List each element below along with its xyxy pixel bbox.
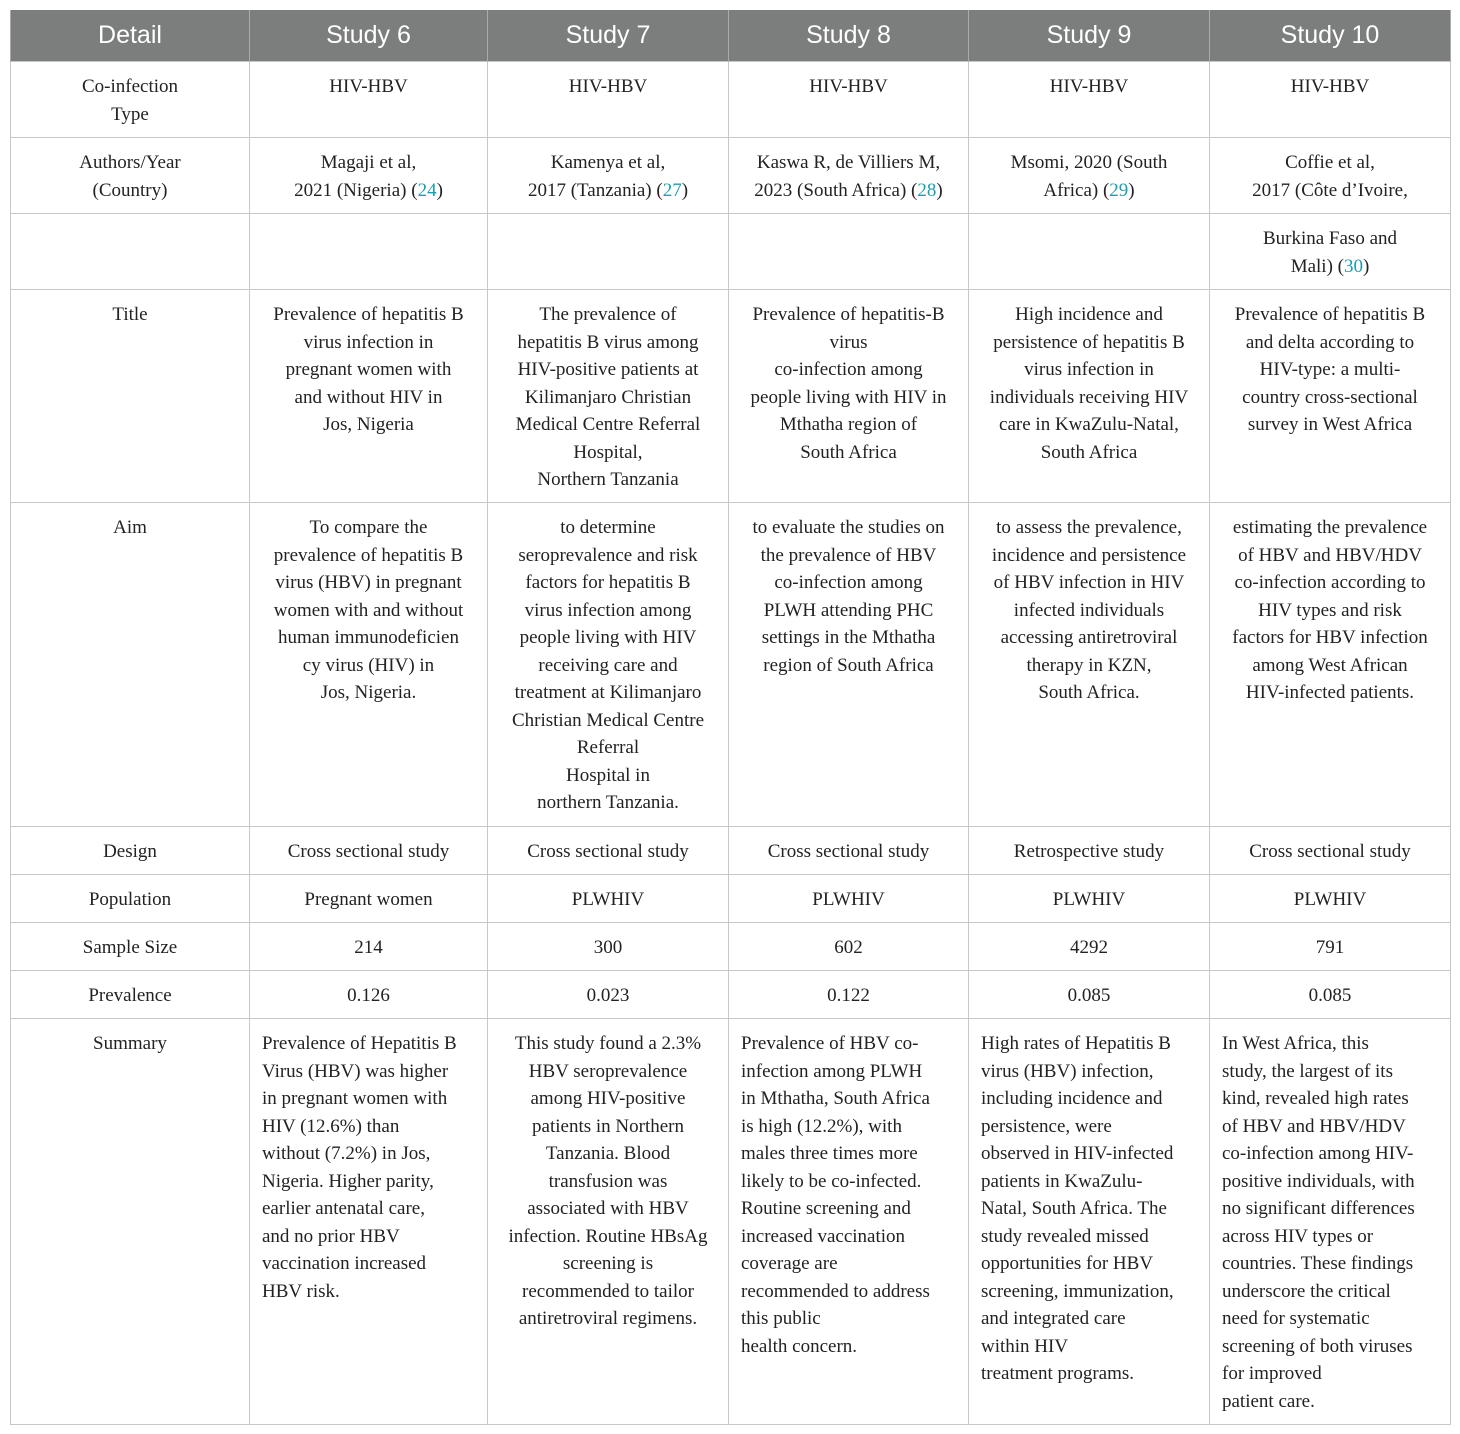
cell-prevalence-study-9: 0.085: [969, 971, 1210, 1019]
cell-coinfection-study-7: HIV-HBV: [488, 62, 729, 138]
row-authors-continued: [11, 214, 1451, 290]
cell-population-study-8: PLWHIV: [729, 875, 969, 923]
cell-prevalence-study-8: 0.122: [729, 971, 969, 1019]
header-detail: Detail: [11, 10, 250, 62]
row-coinfection-type: [11, 62, 1451, 138]
header-study-10: Study 10: [1210, 10, 1451, 62]
cell-prevalence-study-7: 0.023: [488, 971, 729, 1019]
cell-design-study-10: Cross sectional study: [1210, 827, 1451, 875]
cell-authors-study-8: [729, 138, 969, 214]
cell-authors-continued-study-10: [1210, 214, 1451, 290]
study-comparison-table: [10, 10, 1451, 1425]
reference-link[interactable]: 28: [917, 179, 937, 201]
cell-title-study-6: Prevalence of hepatitis B virus infection in pregnant women with and without HIV in Jos, Nigeria: [250, 290, 488, 503]
authors-text: Magaji et al, 2021 (Nigeria) (: [294, 152, 418, 201]
cell-population-study-7: PLWHIV: [488, 875, 729, 923]
cell-aim-study-7: to determine seroprevalence and risk factors for hepatitis B virus infection among people living with HIV receiving care and treatment at Kilimanjaro Christian Medical Centre Referral Hospital in northern Tanzania.: [488, 503, 729, 827]
cell-summary-study-8: Prevalence of HBV co- infection among PLWH in Mthatha, South Africa is high (12.2%), with males three times more likely to be co-infected. Routine screening and increased vaccination coverage are recommended to address this public health concern.: [729, 1019, 969, 1425]
cell-authors-study-6: [250, 138, 488, 214]
cell-sample-size-study-8: 602: [729, 923, 969, 971]
row-population: [11, 875, 1451, 923]
header-study-9: Study 9: [969, 10, 1210, 62]
cell-empty: [729, 214, 969, 290]
cell-sample-size-study-9: 4292: [969, 923, 1210, 971]
row-sample-size: [11, 923, 1451, 971]
cell-population-study-10: PLWHIV: [1210, 875, 1451, 923]
authors-text: Coffie et al, 2017 (Côte d’Ivoire,: [1252, 152, 1408, 201]
cell-design-study-6: Cross sectional study: [250, 827, 488, 875]
reference-link[interactable]: 24: [417, 179, 437, 201]
cell-authors-study-10: [1210, 138, 1451, 214]
header-study-8: Study 8: [729, 10, 969, 62]
row-design: [11, 827, 1451, 875]
reference-link[interactable]: 29: [1109, 179, 1129, 201]
cell-aim-study-9: to assess the prevalence, incidence and persistence of HBV infection in HIV infected individuals accessing antiretroviral therapy in KZN, South Africa.: [969, 503, 1210, 827]
authors-close: ): [681, 179, 689, 201]
cell-population-study-6: Pregnant women: [250, 875, 488, 923]
cell-summary-study-6: Prevalence of Hepatitis B Virus (HBV) was higher in pregnant women with HIV (12.6%) than without (7.2%) in Jos, Nigeria. Higher parity, earlier antenatal care, and no prior HBV vaccination increased HBV risk.: [250, 1019, 488, 1425]
row-label-empty: [11, 214, 250, 290]
reference-link[interactable]: 27: [662, 179, 682, 201]
cell-summary-study-9: High rates of Hepatitis B virus (HBV) infection, including incidence and persistence, were observed in HIV-infected patients in KwaZulu- Natal, South Africa. The study revealed missed opportunities for HBV screening, immunization, and integrated care within HIV treatment programs.: [969, 1019, 1210, 1425]
cell-coinfection-study-10: HIV-HBV: [1210, 62, 1451, 138]
row-summary: [11, 1019, 1451, 1425]
cell-aim-study-10: estimating the prevalence of HBV and HBV/HDV co-infection according to HIV types and risk factors for HBV infection among West African HIV-infected patients.: [1210, 503, 1451, 827]
row-label-population: Population: [11, 875, 250, 923]
row-aim: [11, 503, 1451, 827]
cell-aim-study-6: To compare the prevalence of hepatitis B virus (HBV) in pregnant women with and without human immunodeficien cy virus (HIV) in Jos, Nigeria.: [250, 503, 488, 827]
authors-text: Kamenya et al, 2017 (Tanzania) (: [527, 152, 666, 201]
row-label-summary: Summary: [11, 1019, 250, 1425]
cell-sample-size-study-7: 300: [488, 923, 729, 971]
authors-close: ): [1128, 179, 1135, 201]
row-label-authors-year: Authors/Year (Country): [11, 138, 250, 214]
cell-summary-study-7: This study found a 2.3% HBV seroprevalence among HIV-positive patients in Northern Tanzania. Blood transfusion was associated with HBV infection. Routine HBsAg screening is recommended to tailor antiretroviral regimens.: [488, 1019, 729, 1425]
cell-empty: [969, 214, 1210, 290]
row-label-aim: Aim: [11, 503, 250, 827]
table-body: [11, 62, 1451, 1425]
cell-title-study-7: The prevalence of hepatitis B virus among HIV-positive patients at Kilimanjaro Christian Medical Centre Referral Hospital, Northern Tanzania: [488, 290, 729, 503]
cell-empty: [488, 214, 729, 290]
table-header: [11, 10, 1451, 62]
cell-coinfection-study-9: HIV-HBV: [969, 62, 1210, 138]
header-study-7: Study 7: [488, 10, 729, 62]
cell-title-study-8: Prevalence of hepatitis-B virus co-infection among people living with HIV in Mthatha region of South Africa: [729, 290, 969, 503]
cell-sample-size-study-6: 214: [250, 923, 488, 971]
authors-text: Msomi, 2020 (South Africa) (: [1010, 152, 1168, 201]
row-label-coinfection-type: Co-infection Type: [11, 62, 250, 138]
cell-prevalence-study-6: 0.126: [250, 971, 488, 1019]
cell-authors-study-9: [969, 138, 1210, 214]
cell-design-study-7: Cross sectional study: [488, 827, 729, 875]
row-title: [11, 290, 1451, 503]
cell-empty: [250, 214, 488, 290]
reference-link[interactable]: 30: [1343, 255, 1363, 277]
cell-summary-study-10: In West Africa, this study, the largest of its kind, revealed high rates of HBV and HBV/HDV co-infection among HIV- positive individuals, with no significant differences across HIV types or countries. These findings underscore the critical need for systematic screening of both viruses for improved patient care.: [1210, 1019, 1451, 1425]
cell-title-study-9: High incidence and persistence of hepatitis B virus infection in individuals receiving HIV care in KwaZulu-Natal, South Africa: [969, 290, 1210, 503]
row-label-design: Design: [11, 827, 250, 875]
cell-aim-study-8: to evaluate the studies on the prevalence of HBV co-infection among PLWH attending PHC settings in the Mthatha region of South Africa: [729, 503, 969, 827]
row-label-prevalence: Prevalence: [11, 971, 250, 1019]
authors-text: Kaswa R, de Villiers M, 2023 (South Africa) (: [754, 152, 941, 201]
row-label-title: Title: [11, 290, 250, 503]
cell-coinfection-study-8: HIV-HBV: [729, 62, 969, 138]
cell-design-study-8: Cross sectional study: [729, 827, 969, 875]
cell-title-study-10: Prevalence of hepatitis B and delta according to HIV-type: a multi- country cross-sectional survey in West Africa: [1210, 290, 1451, 503]
row-prevalence: [11, 971, 1451, 1019]
authors-text: Burkina Faso and Mali) (: [1262, 228, 1398, 277]
cell-sample-size-study-10: 791: [1210, 923, 1451, 971]
header-row: [11, 10, 1451, 62]
row-label-sample-size: Sample Size: [11, 923, 250, 971]
header-study-6: Study 6: [250, 10, 488, 62]
authors-close: ): [436, 179, 443, 201]
authors-close: ): [1362, 255, 1370, 277]
cell-prevalence-study-10: 0.085: [1210, 971, 1451, 1019]
cell-population-study-9: PLWHIV: [969, 875, 1210, 923]
authors-close: ): [936, 179, 943, 201]
cell-authors-study-7: [488, 138, 729, 214]
cell-coinfection-study-6: HIV-HBV: [250, 62, 488, 138]
row-authors-year: [11, 138, 1451, 214]
cell-design-study-9: Retrospective study: [969, 827, 1210, 875]
